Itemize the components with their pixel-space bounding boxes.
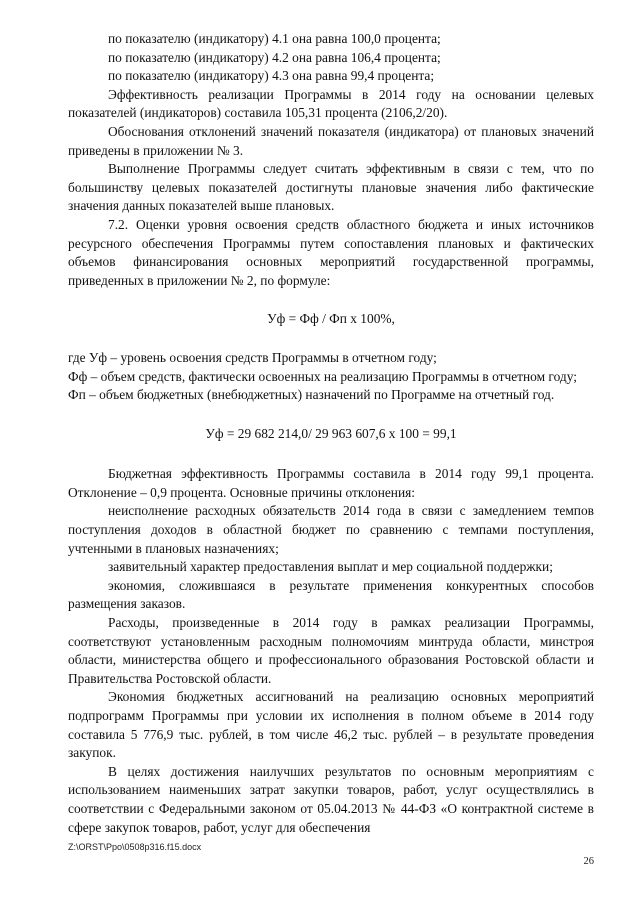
paragraph-budget-efficiency: Бюджетная эффективность Программы составила в 2014 году 99,1 процента. Отклонение – 0,9 процента. Основные причины отклонения: <box>68 466 594 500</box>
footer-file-path: Z:\ORST\Ppo\0508p316.f15.docx <box>68 842 202 852</box>
paragraph-indicator-4-3: по показателю (индикатору) 4.3 она равна 99,4 процента; <box>108 68 435 84</box>
paragraph-reason-application: заявительный характер предоставления выплат и мер социальной поддержки; <box>108 559 553 575</box>
definition-ff: Фф – объем средств, фактически освоенных на реализацию Программы в отчетном году; <box>68 368 577 384</box>
formula-utilization: Уф = Фф / Фп х 100%, <box>267 311 395 327</box>
paragraph-expenses: Расходы, произведенные в 2014 году в рамках реализации Программы, соответствуют установленным расходным полномочиям минтруда области, минстроя области, министерства общего и профессионального образования Ростовской области и Правительства Ростовской области. <box>68 615 594 686</box>
paragraph-budget-savings: Экономия бюджетных ассигнований на реализацию основных мероприятий подпрограмм Программы при условии их исполнения в полном объеме в 2014 году составила 5 776,9 тыс. рублей, в том числе 46,2 тыс. рублей – в результате проведения закупок. <box>68 689 594 761</box>
definition-uf: где Уф – уровень освоения средств Программы в отчетном году; <box>68 349 437 365</box>
paragraph-efficiency: Эффективность реализации Программы в 2014 году на основании целевых показателей (индикаторов) составила 105,31 процента (2106,2/20). <box>68 86 594 121</box>
paragraph-deviations: Обоснования отклонений значений показателя (индикатора) от плановых значений приведены в приложении № 3. <box>68 123 594 158</box>
definition-fp: Фп – объем бюджетных (внебюджетных) назначений по Программе на отчетный год. <box>68 387 555 403</box>
paragraph-indicator-4-1: по показателю (индикатору) 4.1 она равна 100,0 процента; <box>108 31 441 46</box>
document-page <box>68 30 594 837</box>
paragraph-section-7-2: 7.2. Оценки уровня освоения средств областного бюджета и иных источников ресурсного обеспечения Программы путем сопоставления плановых и фактических объемов финансирования основных мероприятий государственной программы, приведенных в приложении № 2, по формуле: <box>68 216 594 288</box>
paragraph-reason-savings: экономия, сложившаяся в результате применения конкурентных способов размещения заказов. <box>68 577 594 612</box>
paragraph-procurement: В целях достижения наилучших результатов по основным мероприятиям с использованием наименьших затрат закупки товаров, работ, услуг осуществлялись в соответствии с Федеральными законом от 05.04.2013 № 44-ФЗ «О контрактной системе в сфере закупок товаров, работ, услуг для обеспечения <box>68 763 594 835</box>
page-number: 26 <box>583 856 594 867</box>
paragraph-reason-nonexecution: неисполнение расходных обязательств 2014 года в связи с замедлением темпов поступления доходов в областной бюджет по сравнению с темпами поступления, учтенными в плановых назначениях; <box>68 503 594 556</box>
paragraph-indicator-4-2: по показателю (индикатору) 4.2 она равна 106,4 процента; <box>108 49 441 65</box>
paragraph-effective-conclusion: Выполнение Программы следует считать эффективным в связи с тем, что по большинству целевых показателей достигнуты плановые значения либо фактические значения данных показателей выше плановых. <box>68 161 594 214</box>
formula-calculation: Уф = 29 682 214,0/ 29 963 607,6 х 100 = 99,1 <box>205 425 457 441</box>
